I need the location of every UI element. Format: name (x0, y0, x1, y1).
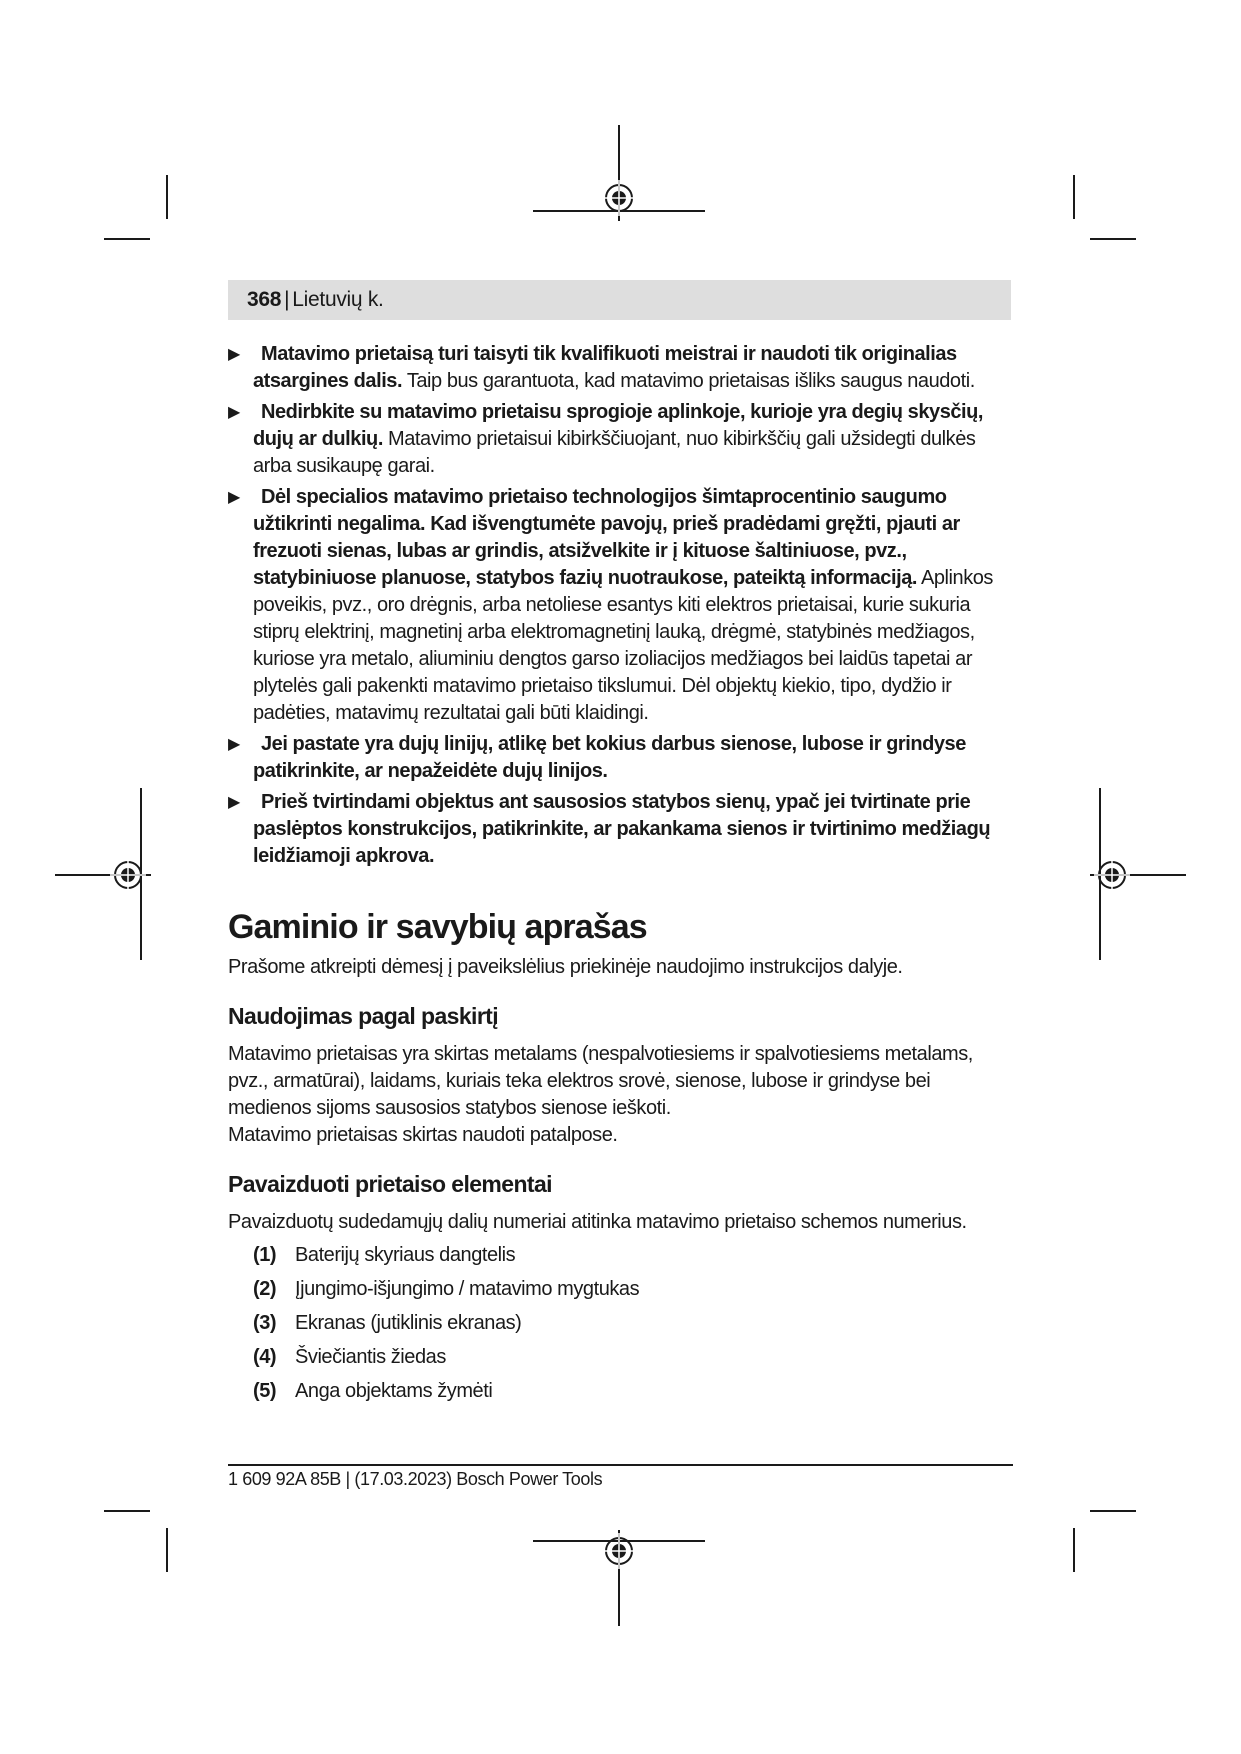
section-title: Gaminio ir savybių aprašas (228, 908, 647, 946)
header-separator: | (284, 288, 290, 311)
bullet-bold-text: Nedirbkite su matavimo prietaisu sprogioje aplinkoje, kurioje yra degių skysčių, dujų ar dulkių. (253, 401, 984, 450)
safety-bullet (228, 731, 1013, 785)
safety-bullet (228, 789, 1013, 870)
component-number: (2) (253, 1278, 277, 1300)
component-number: (4) (253, 1346, 277, 1368)
components-intro: Pavaizduotų sudedamųjų dalių numeriai atitinka matavimo prietaiso schemos numerius. (228, 1211, 967, 1233)
triangle-bullet-icon: ▶ (228, 736, 240, 753)
component-label: Šviečiantis žiedas (295, 1346, 446, 1368)
component-number: (1) (253, 1244, 277, 1266)
triangle-bullet-icon: ▶ (228, 489, 240, 506)
safety-bullet (228, 399, 1013, 480)
footer-divider (228, 1464, 1013, 1466)
triangle-bullet-icon: ▶ (228, 346, 240, 363)
triangle-bullet-icon: ▶ (228, 794, 240, 811)
component-label: Įjungimo-išjungimo / matavimo mygtukas (295, 1278, 640, 1300)
page-number: 368 (247, 288, 282, 311)
list-item (228, 1310, 1013, 1344)
list-item (228, 1276, 1013, 1310)
section-intro: Prašome atkreipti dėmesį į paveikslėlius priekinėje naudojimo instrukcijos dalyje. (228, 956, 903, 978)
registration-target-icon (110, 857, 146, 893)
footer-text: 1 609 92A 85B | (17.03.2023) Bosch Power Tools (228, 1469, 603, 1489)
bullet-bold-text: Matavimo prietaisą turi taisyti tik kvalifikuoti meistrai ir naudoti tik originalias atsargines dalis. (253, 343, 957, 392)
bullet-text: Taip bus garantuota, kad matavimo prietaisas išliks saugus naudoti. (402, 370, 975, 392)
bullet-bold-text: Jei pastate yra dujų linijų, atlikę bet kokius darbus sienose, lubose ir grindyse patikrinkite, ar nepažeidėte dujų linijos. (253, 733, 966, 782)
registration-target-icon (601, 1533, 637, 1569)
components-list (228, 1242, 1013, 1412)
safety-bullet (228, 484, 1013, 727)
bullet-text: Matavimo prietaisui kibirkščiuojant, nuo kibirkščių gali užsidegti dulkės arba susikaupę garai. (253, 428, 976, 477)
page-content (228, 341, 1013, 1412)
list-item (228, 1378, 1013, 1412)
bullet-text: Aplinkos poveikis, pvz., oro drėgnis, arba netoliese esantys kiti elektros prietaisai, kurie sukuria stiprų elektrinį, magnetinį arba elektromagnetinį lauką, drėgmė, statybinės medžiagos, kuriose yra metalo, aliuminiu dengtos garso izoliacijos medžiagos bei laidūs tapetai ar plytelės gali pakenkti matavimo prietaiso tikslumui. Dėl objektų kiekio, tipo, dydžio ir padėties, matavimų rezultatai gali būti klaidingi. (253, 567, 993, 724)
component-number: (3) (253, 1312, 277, 1334)
intended-use-indoor: Matavimo prietaisas skirtas naudoti patalpose. (228, 1124, 618, 1146)
bullet-bold-text: Prieš tvirtindami objektus ant sausosios statybos sienų, ypač jei tvirtinate prie paslėptos konstrukcijos, patikrinkite, ar pakankama sienos ir tvirtinimo medžiagų leidžiamoji apkrova. (253, 791, 991, 867)
page-header (228, 280, 1011, 320)
triangle-bullet-icon: ▶ (228, 404, 240, 421)
component-label: Baterijų skyriaus dangtelis (295, 1244, 516, 1266)
list-item (228, 1242, 1013, 1276)
bullet-bold-text: Dėl specialios matavimo prietaiso technologijos šimtaprocentinio saugumo užtikrinti negalima. Kad išvengtumėte pavojų, prieš pradėdami gręžti, pjauti ar frezuoti sienas, lubas ar grindis, atsižvelkite ir į kituose šaltiniuose, pvz., statybiniuose planuose, statybos fazių nuotraukose, pateiktą informaciją. (253, 486, 960, 589)
section-language: Lietuvių k. (292, 288, 384, 311)
component-number: (5) (253, 1380, 277, 1402)
registration-target-icon (1094, 857, 1130, 893)
component-label: Anga objektams žymėti (295, 1380, 493, 1402)
list-item (228, 1344, 1013, 1378)
intended-use-heading: Naudojimas pagal paskirtį (228, 1003, 499, 1029)
registration-target-icon (601, 180, 637, 216)
component-label: Ekranas (jutiklinis ekranas) (295, 1312, 522, 1334)
safety-bullet (228, 341, 1013, 395)
components-heading: Pavaizduoti prietaiso elementai (228, 1171, 552, 1197)
intended-use-text: Matavimo prietaisas yra skirtas metalams (nespalvotiesiems ir spalvotiesiems metalams, pvz., armatūrai), laidams, kuriais teka elektros srovė, sienose, lubose ir grindyse bei medienos sijoms sausosios statybos sienose ieškoti. (228, 1043, 973, 1119)
